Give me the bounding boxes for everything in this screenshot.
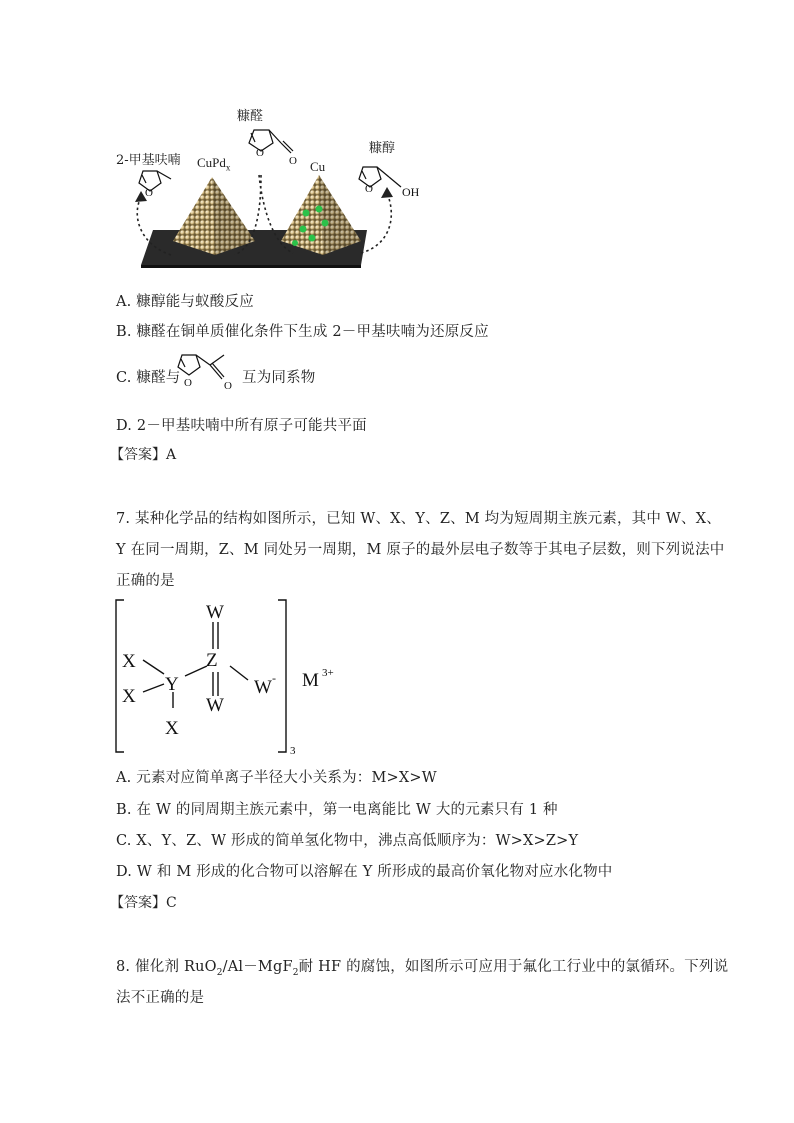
q6-answer: 【答案】A	[110, 447, 177, 463]
svg-text:3+: 3+	[322, 667, 334, 679]
q7-option-a: A. 元素对应简单离子半径大小关系为：M>X>W	[116, 770, 437, 786]
q7-stem-line3: 正确的是	[116, 573, 175, 589]
svg-text:X: X	[122, 686, 136, 707]
cupd-pyramid	[173, 177, 255, 255]
furfuryl-alcohol-label: 糠醇	[369, 141, 396, 156]
cupd-label: CuPd$_x$	[197, 155, 231, 173]
svg-text:O: O	[365, 183, 373, 195]
svg-text:OH: OH	[402, 185, 420, 199]
svg-text:O: O	[224, 380, 232, 392]
structure-diagram	[110, 594, 370, 762]
cu-label: Cu	[310, 159, 326, 174]
q6-option-c-molecule	[176, 349, 242, 393]
q7-stem-line2: Y 在同一周期，Z、M 同处另一周期，M 原子的最外层电子数等于其电子层数，则下列说法中	[116, 542, 725, 558]
q6-option-a: A. 糠醇能与蚁酸反应	[116, 294, 254, 310]
svg-text:-: -	[272, 671, 276, 685]
q6-option-c-suffix: 互为同系物	[242, 370, 316, 386]
catalyst-diagram	[105, 105, 435, 275]
q6-option-d: D. 2－甲基呋喃中所有原子可能共平面	[116, 418, 367, 434]
q7-option-b: B. 在 W 的同周期主族元素中，第一电离能比 W 大的元素只有 1 种	[116, 802, 558, 818]
furfural-label: 糠醛	[237, 109, 264, 124]
catalyst-figure	[105, 105, 435, 275]
svg-text:X: X	[122, 651, 136, 672]
q7-structure	[110, 594, 370, 762]
q7-option-d: D. W 和 M 形成的化合物可以溶解在 Y 所形成的最高价氧化物对应水化物中	[116, 864, 613, 880]
methylfuran-label: 2-甲基呋喃	[116, 153, 181, 168]
svg-text:M: M	[302, 670, 319, 691]
svg-text:W: W	[206, 602, 224, 623]
svg-text:O: O	[256, 147, 264, 159]
svg-text:W: W	[254, 677, 272, 698]
q6-option-b: B. 糠醛在铜单质催化条件下生成 2－甲基呋喃为还原反应	[116, 324, 489, 340]
svg-text:O: O	[145, 187, 153, 199]
svg-text:Y: Y	[165, 674, 179, 695]
svg-text:W: W	[206, 695, 224, 716]
svg-text:O: O	[184, 377, 192, 389]
svg-text:X: X	[165, 718, 179, 739]
q7-option-c: C. X、Y、Z、W 形成的简单氢化物中，沸点高低顺序为：W>X>Z>Y	[116, 833, 579, 849]
cu-pyramid	[281, 175, 361, 255]
methylketone-furan-structure	[176, 349, 242, 393]
q7-answer: 【答案】C	[110, 895, 177, 911]
q8-stem-line1: 8. 催化剂 RuO$_2$/Al－MgF$_2$耐 HF 的腐蚀，如图所示可应用于氟化工行业中的氯循环。下列说	[116, 959, 729, 978]
svg-text:3: 3	[290, 745, 296, 757]
q6-option-c-prefix: C. 糠醛与	[116, 370, 181, 386]
svg-text:Z: Z	[206, 650, 218, 671]
q7-stem-line1: 7. 某种化学品的结构如图所示，已知 W、X、Y、Z、M 均为短周期主族元素，其中 W、X、	[116, 511, 721, 527]
methylfuran-molecule	[139, 171, 171, 191]
q8-stem-line2: 法不正确的是	[116, 990, 205, 1006]
svg-text:O: O	[289, 155, 297, 167]
